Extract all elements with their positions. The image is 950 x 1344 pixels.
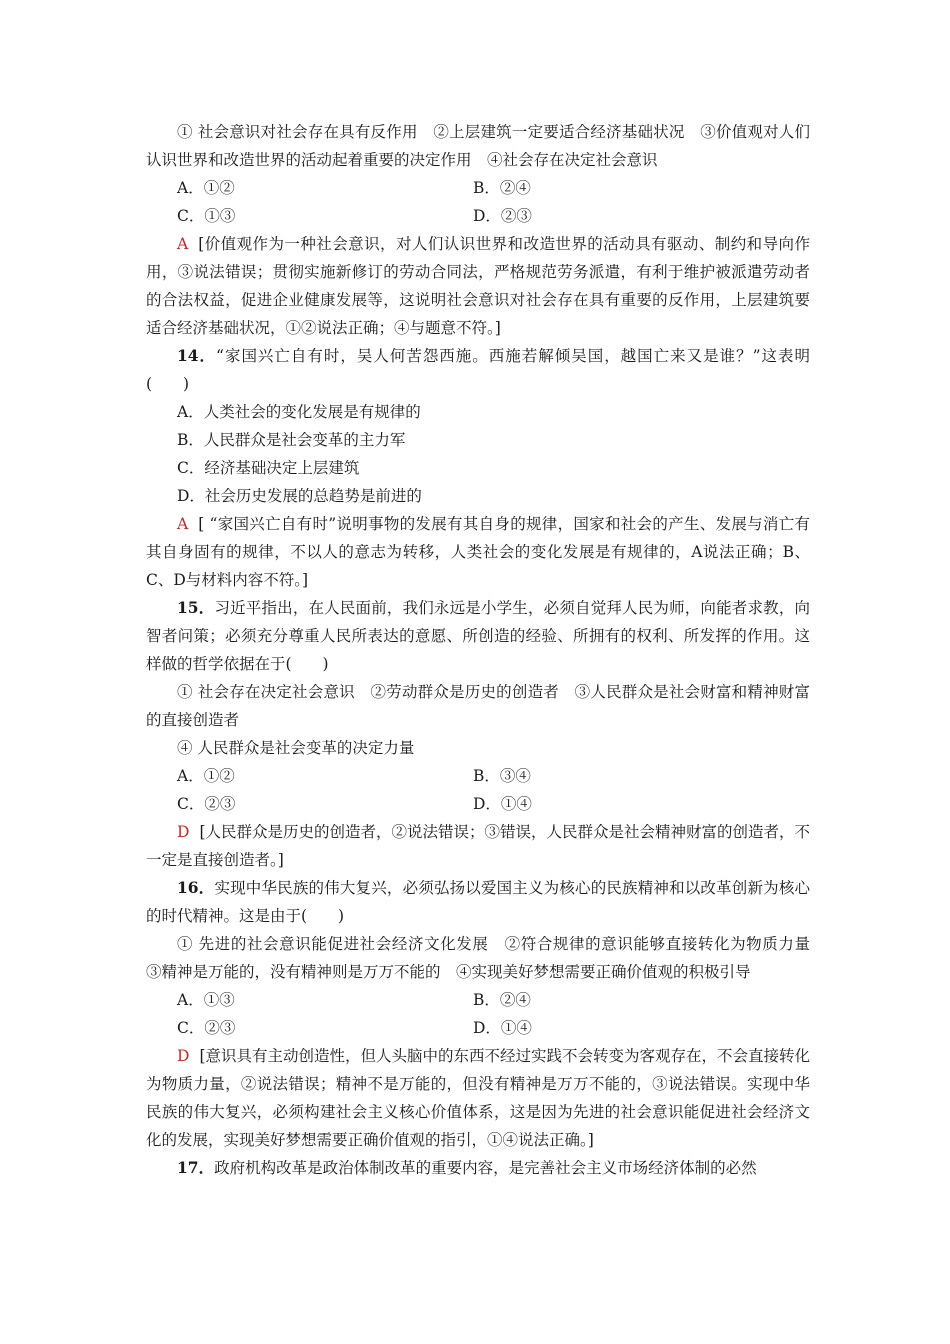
q13-explanation bbox=[146, 230, 810, 342]
q17-number: 17． bbox=[177, 1158, 215, 1177]
q13-options-row-1 bbox=[146, 174, 810, 202]
q15-option-d: D．①④ bbox=[473, 795, 532, 813]
q13-explanation-text: [价值观作为一种社会意识，对人们认识世界和改造世界的活动具有驱动、制约和导向作用，③说法错误；贯彻实施新修订的劳动合同法，严格规范劳务派遣，有利于维护被派遣劳动者的合法权益，促进企业健康发展等，这说明社会意识对社会存在具有重要的反作用，上层建筑要适合经济基础状况，①②说法正确；④与题意不符。] bbox=[146, 235, 810, 337]
q15-stem-text: 习近平指出，在人民面前，我们永远是小学生，必须自觉拜人民为师，向能者求教，向智者问策；必须充分尊重人民所表达的意愿、所创造的经验、所拥有的权利、所发挥的作用。这样做的哲学依据在于( ) bbox=[146, 599, 810, 673]
q16-options-row-2 bbox=[146, 1014, 810, 1042]
q15-statement-4: ④ 人民群众是社会变革的决定力量 bbox=[177, 739, 415, 757]
q16-stem bbox=[146, 874, 810, 930]
q16-explanation-text: [意识具有主动创造性，但人头脑中的东西不经过实践不会转变为客观存在，不会直接转化为物质力量，②说法错误；精神不是万能的，但没有精神是万万不能的，③说法错误。实现中华民族的伟大复兴，必须构建社会主义核心价值体系，这是因为先进的社会意识能促进社会经济文化的发展，实现美好梦想需要正确价值观的指引，①④说法正确。] bbox=[146, 1047, 810, 1149]
q14-option-c-row bbox=[146, 454, 810, 482]
q14-option-a: A．人类社会的变化发展是有规律的 bbox=[177, 403, 421, 421]
q15-explanation-text: [人民群众是历史的创造者，②说法错误；③错误，人民群众是社会精神财富的创造者，不一定是直接创造者。] bbox=[146, 823, 810, 869]
q16-statements: ① 先进的社会意识能促进社会经济文化发展 ②符合规律的意识能够直接转化为物质力量 ③精神是万能的，没有精神则是万万不能的 ④实现美好梦想需要正确价值观的积极引导 bbox=[146, 935, 826, 981]
q13-option-d: D．②③ bbox=[473, 207, 532, 225]
q14-explanation-text: [ “家国兴亡自有时”说明事物的发展有其自身的规律，国家和社会的产生、发展与消亡有其自身固有的规律，不以人的意志为转移，人类社会的变化发展是有规律的，A说法正确；B、C、D与材料内容不符。] bbox=[146, 515, 810, 589]
q14-stem-text: “家国兴亡自有时，吴人何苦怨西施。西施若解倾吴国，越国亡来又是谁？”这表明( ) bbox=[146, 347, 810, 393]
q15-statements: ① 社会存在决定社会意识 ②劳动群众是历史的创造者 ③人民群众是社会财富和精神财富的直接创造者 bbox=[146, 683, 810, 729]
q14-stem bbox=[146, 342, 810, 398]
q13-options-row-2 bbox=[146, 202, 810, 230]
q14-option-a-row bbox=[146, 398, 810, 426]
q15-stem bbox=[146, 594, 810, 678]
q13-option-b: B．②④ bbox=[473, 179, 531, 197]
q15-options-row-2 bbox=[146, 790, 810, 818]
q14-option-b: B．人民群众是社会变革的主力军 bbox=[177, 431, 406, 449]
q15-explanation bbox=[146, 818, 810, 874]
q13-statements: ① 社会意识对社会存在具有反作用 ②上层建筑一定要适合经济基础状况 ③价值观对人们认识世界和改造世界的活动起着重要的决定作用 ④社会存在决定社会意识 bbox=[146, 123, 810, 169]
q15-option-a: A．①② bbox=[177, 767, 235, 785]
q13-option-a: A．①② bbox=[177, 179, 235, 197]
q14-option-d-row bbox=[146, 482, 810, 510]
q15-answer: D bbox=[177, 823, 190, 841]
q14-option-c: C．经济基础决定上层建筑 bbox=[177, 459, 360, 477]
q17-stem-text: 政府机构改革是政治体制改革的重要内容，是完善社会主义市场经济体制的必然 bbox=[214, 1159, 757, 1177]
q16-number: 16． bbox=[177, 878, 215, 897]
q14-number: 14． bbox=[177, 346, 217, 365]
q14-explanation bbox=[146, 510, 810, 594]
q16-explanation bbox=[146, 1042, 810, 1154]
q15-number: 15． bbox=[177, 598, 215, 617]
q16-option-a: A．①③ bbox=[177, 991, 235, 1009]
q16-answer: D bbox=[177, 1047, 190, 1065]
q15-option-c: C．②③ bbox=[177, 795, 236, 813]
q14-answer: A bbox=[177, 515, 189, 533]
q15-options-row-1 bbox=[146, 762, 810, 790]
q16-stem-text: 实现中华民族的伟大复兴，必须弘扬以爱国主义为核心的民族精神和以改革创新为核心的时代精神。这是由于( ) bbox=[146, 879, 810, 925]
q17-stem bbox=[146, 1154, 810, 1182]
q15-option-b: B．③④ bbox=[473, 767, 531, 785]
q13-answer: A bbox=[177, 235, 189, 253]
q14-option-b-row bbox=[146, 426, 810, 454]
q13-option-c: C．①③ bbox=[177, 207, 236, 225]
q16-option-c: C．②③ bbox=[177, 1019, 236, 1037]
page-content bbox=[146, 118, 826, 1182]
q16-option-d: D．①④ bbox=[473, 1019, 532, 1037]
q14-option-d: D．社会历史发展的总趋势是前进的 bbox=[177, 487, 422, 505]
q16-option-b: B．②④ bbox=[473, 991, 531, 1009]
q16-options-row-1 bbox=[146, 986, 810, 1014]
